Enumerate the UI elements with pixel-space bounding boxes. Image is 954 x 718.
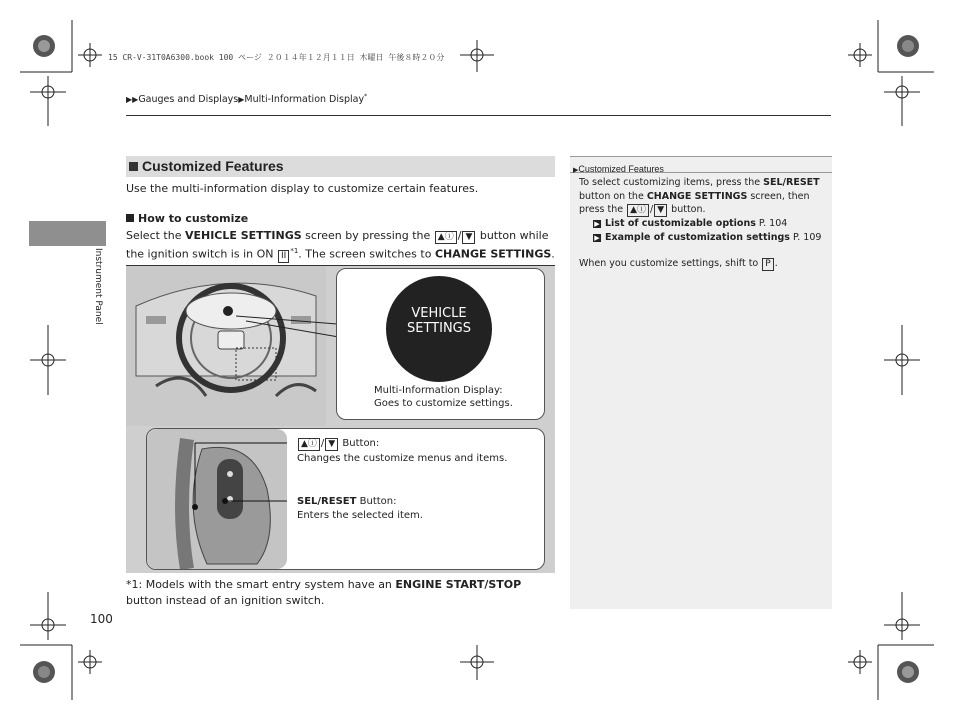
change-settings-term: CHANGE SETTINGS bbox=[434, 247, 552, 261]
breadcrumb-item-mid[interactable]: Multi-Information Display bbox=[244, 94, 365, 106]
howto-title: How to customize bbox=[138, 212, 249, 225]
page-number: 100 bbox=[90, 612, 113, 626]
display-line2: SETTINGS bbox=[406, 321, 471, 336]
text: button while the ignition switch is in ON bbox=[126, 229, 549, 261]
ignition-on-icon: II bbox=[278, 250, 289, 263]
heading-square-icon bbox=[129, 162, 138, 171]
figure-illustration bbox=[126, 266, 555, 573]
sidebar-line: press the ▲ⓘ / ▼ button. bbox=[579, 204, 706, 215]
footnote: *1: Models with the smart entry system have an ENGINE START/STOP button instead of an ignition switch. bbox=[126, 578, 522, 607]
howto-square-icon bbox=[126, 214, 134, 222]
breadcrumb bbox=[126, 93, 367, 105]
sel-caption-label: SEL/RESET Button: bbox=[297, 496, 397, 507]
sidebar-heading bbox=[570, 156, 832, 173]
sidebar-body bbox=[579, 176, 824, 271]
down-button-icon: ▼ bbox=[654, 204, 667, 217]
section-intro: Use the multi-information display to customize certain features. bbox=[126, 182, 479, 195]
info-up-button-icon: ▲ⓘ bbox=[298, 438, 320, 451]
chapter-tab bbox=[29, 221, 106, 246]
down-button-icon: ▼ bbox=[462, 231, 475, 244]
display-caption-line1: Multi-Information Display: bbox=[374, 385, 503, 396]
vehicle-settings-term: VEHICLE SETTINGS bbox=[184, 229, 302, 242]
breadcrumb-arrow-icon: ▶ bbox=[238, 95, 245, 105]
sel-caption-desc: Enters the selected item. bbox=[297, 510, 423, 521]
footnote-ref[interactable]: *1 bbox=[290, 247, 299, 255]
xref-customization-examples[interactable]: ▶ Example of customization settings P. 109 bbox=[594, 231, 822, 243]
crop-info-text: 15 CR-V-31T0A6300.book 100 ページ ２０１４年１２月１１日 木曜日 午後８時２０分 bbox=[108, 53, 445, 62]
breadcrumb-sup: * bbox=[364, 93, 368, 100]
display-line1: VEHICLE bbox=[411, 306, 467, 321]
sidebar-title: ▶Customized Features bbox=[573, 164, 664, 174]
xref-arrow-icon: ▶ bbox=[594, 220, 600, 228]
howto-paragraph bbox=[126, 228, 556, 263]
sidebar-line: button on the CHANGE SETTINGS screen, then bbox=[579, 190, 810, 202]
xref-arrow-icon: ▶ bbox=[594, 233, 600, 242]
chapter-label: Instrument Panel bbox=[93, 248, 103, 325]
sidebar-line: To select customizing items, press the SEL/RESET bbox=[579, 177, 820, 188]
sidebar-marker-icon: ▶ bbox=[573, 167, 579, 174]
text: . bbox=[551, 247, 555, 261]
sidebar-line: When you customize settings, shift to P . bbox=[579, 258, 778, 269]
breadcrumb-item-gauges[interactable]: Gauges and Displays bbox=[138, 94, 239, 106]
updown-caption-desc: Changes the customize menus and items. bbox=[297, 453, 508, 464]
down-button-icon: ▼ bbox=[325, 438, 338, 451]
text: / bbox=[457, 229, 462, 242]
vehicle-settings-screen bbox=[386, 276, 492, 382]
steering-button-illustration bbox=[147, 429, 287, 569]
howto-heading bbox=[126, 212, 248, 225]
xref-customizable-options[interactable]: ▶ List of customizable options P. 104 bbox=[594, 218, 788, 229]
display-caption-line2: Goes to customize settings. bbox=[374, 398, 513, 409]
header-rule bbox=[126, 115, 831, 116]
text: screen by pressing the bbox=[301, 229, 434, 242]
display-panel bbox=[336, 268, 545, 420]
section-heading bbox=[126, 156, 555, 177]
updown-caption-label: ▲ⓘ / ▼ Button: bbox=[297, 437, 379, 451]
info-up-button-icon: ▲ⓘ bbox=[627, 204, 649, 217]
text: Select the bbox=[126, 229, 185, 242]
breadcrumb-arrow-icon: ▶▶ bbox=[126, 95, 139, 105]
info-up-button-icon: ▲ⓘ bbox=[435, 231, 457, 244]
section-title: Customized Features bbox=[142, 158, 284, 174]
text: . The screen switches to bbox=[298, 247, 435, 261]
button-panel bbox=[146, 428, 545, 570]
park-key-icon: P bbox=[762, 258, 773, 271]
